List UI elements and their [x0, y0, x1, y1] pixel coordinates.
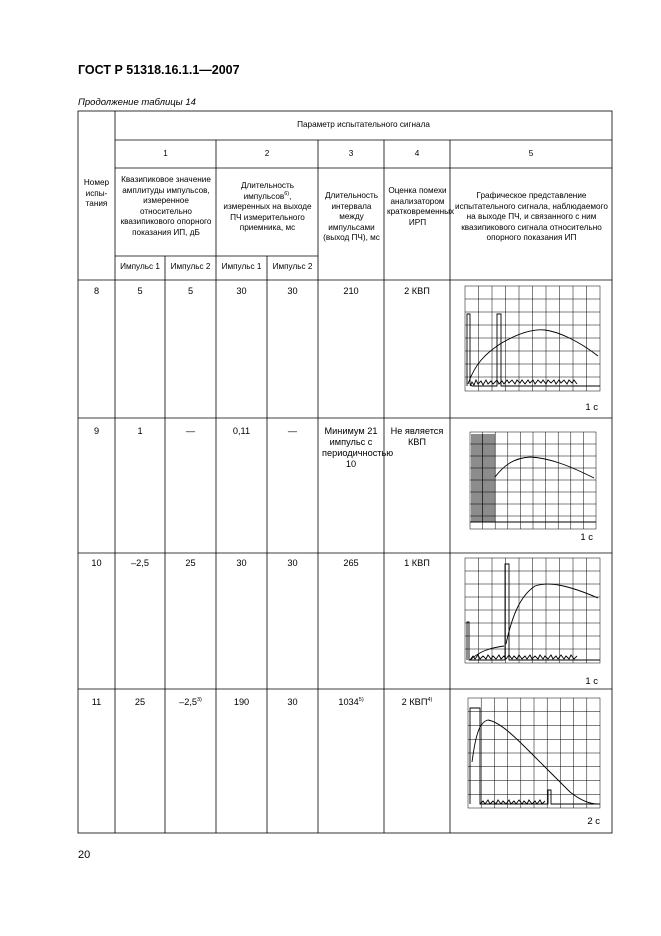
row-amplitude-2: –2,5$^{3)}$	[179, 697, 202, 707]
row-duration-1: 190	[233, 697, 250, 707]
header-parameter-group: Параметр испытательного сигнала	[297, 120, 430, 129]
time-scale-label: 1 с	[585, 402, 598, 413]
header-col1-amplitude: Квазипиковое значение амплитуды импульсов, измеренное относительно квазипикового опорного показания ИП, дБ	[120, 175, 212, 237]
row-test-number: 10	[91, 558, 102, 568]
row-amplitude-2: —	[185, 426, 196, 436]
row-duration-1: 0,11	[232, 426, 251, 436]
row-duration-1: 30	[236, 286, 247, 296]
col-number-4: 4	[414, 149, 420, 158]
table-continuation-caption: Продолжение таблицы 14	[78, 97, 196, 108]
header-col2-duration: Длительность импульсов$^{6)}$, измеренных на выходе ПЧ измерительного приемника, мс	[223, 181, 312, 233]
header-impulse-1: Импульс 1	[120, 262, 160, 271]
row-test-number: 9	[93, 426, 100, 436]
row-assessment: Не является КВП	[390, 426, 444, 447]
row-assessment: 1 КВП	[404, 558, 430, 568]
col-number-2: 2	[264, 149, 270, 158]
oscillogram-graph-row-9	[460, 422, 606, 552]
row-duration-2: 30	[287, 558, 298, 568]
row-amplitude-1: –2,5	[131, 558, 149, 568]
row-amplitude-1: 1	[137, 426, 143, 436]
col-number-5: 5	[528, 149, 534, 158]
header-col5-graph: Графическое представление испытательного сигнала, наблюдаемого на выходе ПЧ, и связанного с ним квазипикового сигнала относительно опорного показания ИП	[455, 191, 608, 243]
time-scale-label: 1 с	[580, 532, 593, 543]
row-amplitude-1: 25	[134, 697, 146, 707]
header-col3-interval: Длительность интервала между импульсами (выход ПЧ), мс	[323, 191, 380, 243]
oscillogram-graph-row-8	[460, 284, 606, 414]
row-amplitude-1: 5	[137, 286, 143, 296]
time-scale-label: 2 с	[587, 816, 600, 827]
row-interval: Минимум 21 импульс с периодичностью 10	[322, 426, 394, 469]
oscillogram-graph-row-11	[460, 692, 606, 828]
col-number-1: 1	[163, 149, 168, 158]
header-duration-impulse-2: Импульс 2	[272, 262, 313, 271]
header-duration-impulse-1: Импульс 1	[221, 262, 262, 271]
page-number: 20	[78, 849, 91, 861]
row-interval: 1034$^{5)}$	[338, 697, 364, 707]
row-duration-2: —	[287, 426, 298, 436]
row-duration-2: 30	[287, 697, 298, 707]
row-test-number: 11	[91, 697, 102, 707]
row-assessment: 2 КВП	[404, 286, 430, 296]
row-interval: 265	[343, 558, 359, 568]
header-impulse-2: Импульс 2	[170, 262, 211, 271]
row-duration-1: 30	[236, 558, 247, 568]
time-scale-label: 1 с	[585, 676, 598, 687]
oscillogram-graph-row-10	[460, 556, 606, 688]
row-interval: 210	[343, 286, 359, 296]
header-col4-assessment: Оценка помехи анализатором кратковременных ИРП	[387, 186, 455, 227]
row-duration-2: 30	[287, 286, 298, 296]
header-test-number: Номер испы-тания	[83, 178, 110, 209]
col-number-3: 3	[348, 149, 354, 158]
row-amplitude-2: 25	[185, 558, 196, 568]
row-test-number: 8	[93, 286, 100, 296]
row-amplitude-2: 5	[187, 286, 194, 296]
document-title: ГОСТ Р 51318.16.1.1—2007	[78, 63, 240, 77]
row-assessment: 2 КВП$^{4)}$	[401, 697, 433, 707]
